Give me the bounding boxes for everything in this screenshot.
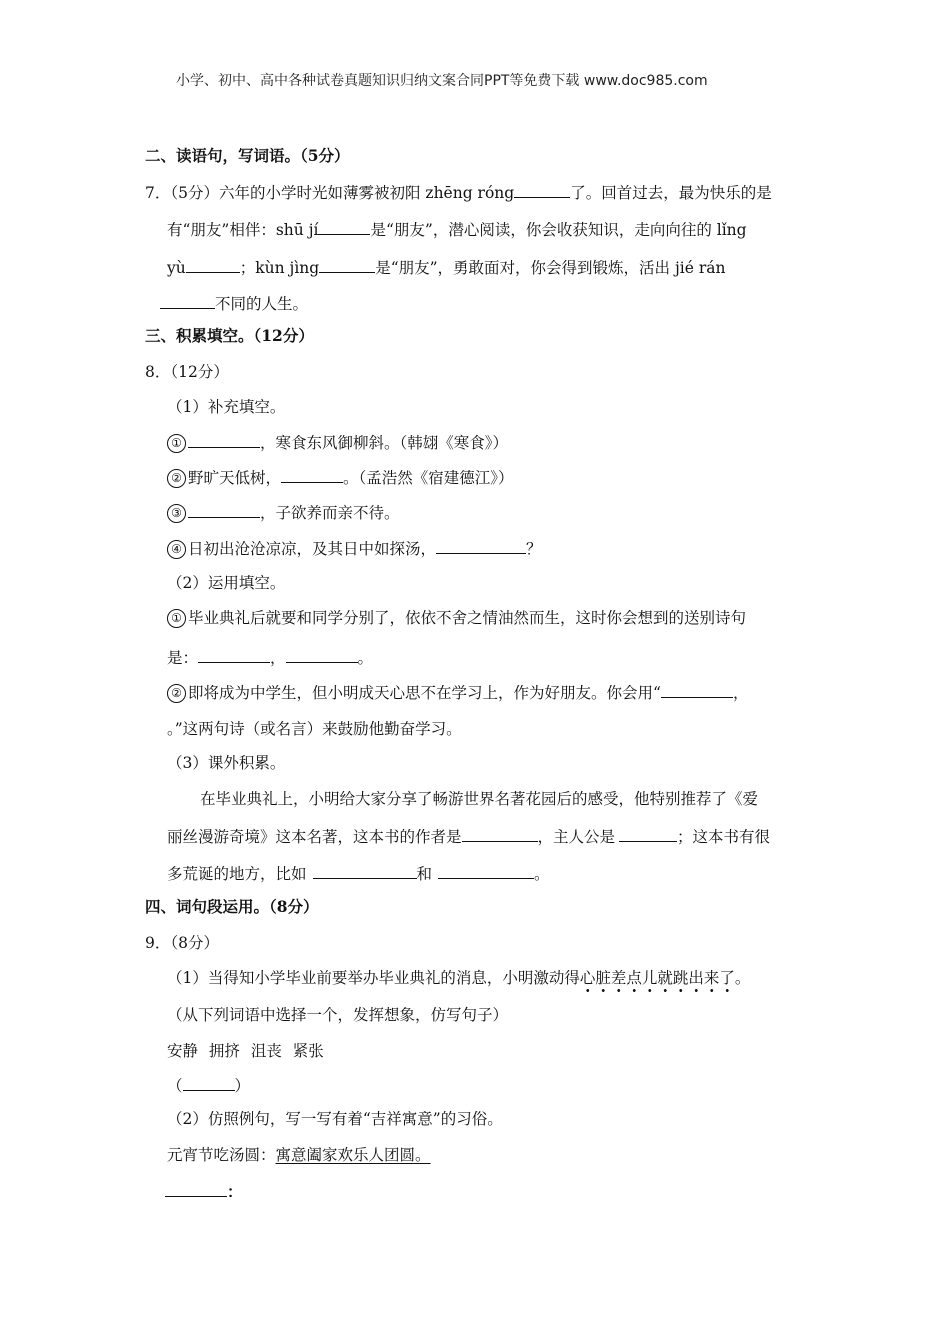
q8-text: 日初出沧沧凉凉，及其日中如探汤，	[188, 540, 437, 558]
q8-blank-6[interactable]	[286, 646, 358, 663]
q7-text: ；kùn jìng	[239, 259, 320, 277]
q8-part3-line-1: 在毕业典礼上，小明给大家分享了畅游世界名著花园后的感受，他特别推荐了《爱	[200, 790, 759, 808]
q9-example	[167, 1144, 431, 1166]
q8-text: ，	[732, 684, 749, 702]
q8-heading: 8．（12分）	[145, 363, 229, 381]
q9-answer-line	[167, 1074, 250, 1097]
section-title-4: 四、词句段运用。（8分）	[145, 897, 319, 916]
q9-text: 。	[734, 969, 751, 987]
q9-instruction: （从下列词语中选择一个，发挥想象，仿写句子）	[167, 1006, 509, 1024]
circled-number-4: ④	[167, 540, 186, 559]
q8-blank-7[interactable]	[661, 681, 733, 698]
q8-blank-5[interactable]	[198, 646, 270, 663]
q8-part2-line-1	[167, 607, 746, 629]
q7-text: yù	[167, 259, 186, 277]
q7-blank-1[interactable]	[514, 181, 570, 198]
q8-item-4	[167, 537, 542, 560]
q8-blank-4[interactable]	[436, 537, 526, 554]
q8-text: ？	[526, 540, 542, 558]
q8-text: 和	[416, 865, 433, 883]
q7-text: 有“朋友”相伴：shū jí	[167, 221, 319, 239]
q8-blank-2[interactable]	[281, 466, 343, 483]
q7-text: 是“朋友”，潜心阅读，你会收获知识，走向向往的 lǐng	[370, 221, 747, 239]
section-title-2: 二、读语句，写词语。（5分）	[145, 146, 350, 165]
circled-number-1: ①	[167, 434, 186, 453]
q8-item-3	[167, 501, 400, 524]
q8-part3-line-3	[167, 862, 550, 885]
q9-blank-1[interactable]	[183, 1074, 235, 1091]
q8-text: 多荒诞的地方，比如	[167, 865, 307, 883]
q8-text: ，	[270, 649, 286, 667]
q7-text: 7．（5分）六年的小学时光如薄雾被初阳 zhēng róng	[145, 184, 515, 202]
q9-emphasized-phrase: 心脏差点儿就跳出来了	[580, 969, 735, 993]
q9-text: 元宵节吃汤圆：	[167, 1146, 276, 1164]
q9-word-list: 安静 拥挤 沮丧 紧张	[167, 1042, 324, 1060]
q9-part2-title: （2）仿照例句，写一写有着“吉祥寓意”的习俗。	[167, 1110, 503, 1128]
q9-text: ）	[234, 1077, 251, 1095]
q9-part1-line-1	[167, 967, 750, 989]
q7-blank-3[interactable]	[186, 256, 240, 273]
q7-line-4	[160, 292, 308, 315]
q8-part2-title: （2）运用填空。	[167, 574, 286, 592]
q9-heading: 9．（8分）	[145, 934, 219, 952]
q8-blank-11[interactable]	[438, 862, 534, 879]
q8-part2-line-3	[167, 681, 748, 704]
q7-line-2	[167, 218, 747, 241]
q9-text: （1）当得知小学毕业前要举办毕业典礼的消息，小明激动得	[167, 969, 580, 987]
q8-text: ，寒食东风御柳斜。（韩翃《寒食》）	[260, 434, 509, 452]
q8-blank-8[interactable]	[462, 825, 538, 842]
q8-text: ；这本书有很	[677, 828, 771, 846]
q8-text: ，子欲养而亲不待。	[260, 504, 400, 522]
q8-part2-line-4: 。”这两句诗（或名言）来鼓励他勤奋学习。	[167, 720, 462, 738]
q9-blank-2[interactable]	[165, 1180, 227, 1197]
circled-number-3: ③	[167, 504, 186, 523]
q9-text: （	[167, 1077, 183, 1095]
q8-part3-line-2	[167, 825, 770, 848]
q8-blank-3[interactable]	[188, 501, 260, 518]
q8-text: 。	[534, 865, 550, 883]
q7-text: 不同的人生。	[215, 295, 309, 313]
q9-text: ：	[227, 1182, 243, 1201]
q8-item-1	[167, 431, 508, 454]
q8-text: 是：	[167, 649, 199, 667]
circled-number-2: ②	[167, 469, 186, 488]
q7-text: 了。回首过去，最为快乐的是	[570, 184, 772, 202]
circled-number-2: ②	[167, 684, 186, 703]
q7-line-3	[167, 256, 725, 279]
q8-text: 丽丝漫游奇境》这本名著，这本书的作者是	[167, 828, 462, 846]
q8-text: 。	[357, 649, 374, 667]
q7-blank-2[interactable]	[318, 218, 370, 235]
q9-example-underlined: 寓意阖家欢乐人团圆。	[275, 1146, 431, 1164]
circled-number-1: ①	[167, 609, 186, 628]
q8-text: ，主人公是	[537, 828, 616, 846]
q8-part2-line-2	[167, 646, 373, 669]
section-title-3: 三、积累填空。（12分）	[145, 326, 314, 345]
q8-text: 毕业典礼后就要和同学分别了，依依不舍之情油然而生，这时你会想到的送别诗句	[188, 609, 747, 627]
q8-part3-title: （3）课外积累。	[167, 754, 286, 772]
q8-part1-title: （1）补充填空。	[167, 398, 286, 416]
q7-blank-4[interactable]	[319, 256, 375, 273]
q8-text: 。（孟浩然《宿建德江》）	[343, 469, 514, 487]
q8-text: 即将成为中学生，但小明成天心思不在学习上，作为好朋友。你会用“	[188, 684, 661, 702]
q8-text: 野旷天低树，	[188, 469, 282, 487]
q8-blank-1[interactable]	[188, 431, 260, 448]
q7-line-1	[145, 181, 772, 204]
q8-blank-9[interactable]	[619, 825, 677, 842]
q8-blank-10[interactable]	[313, 862, 417, 879]
q7-blank-5[interactable]	[160, 292, 215, 309]
page-header: 小学、初中、高中各种试卷真题知识归纳文案合同PPT等免费下载 www.doc985.com	[176, 73, 708, 89]
q7-text: 是“朋友”，勇敢面对，你会得到锻炼，活出 jié rán	[375, 259, 726, 277]
q8-item-2	[167, 466, 514, 489]
q9-answer-line-2	[165, 1180, 243, 1203]
